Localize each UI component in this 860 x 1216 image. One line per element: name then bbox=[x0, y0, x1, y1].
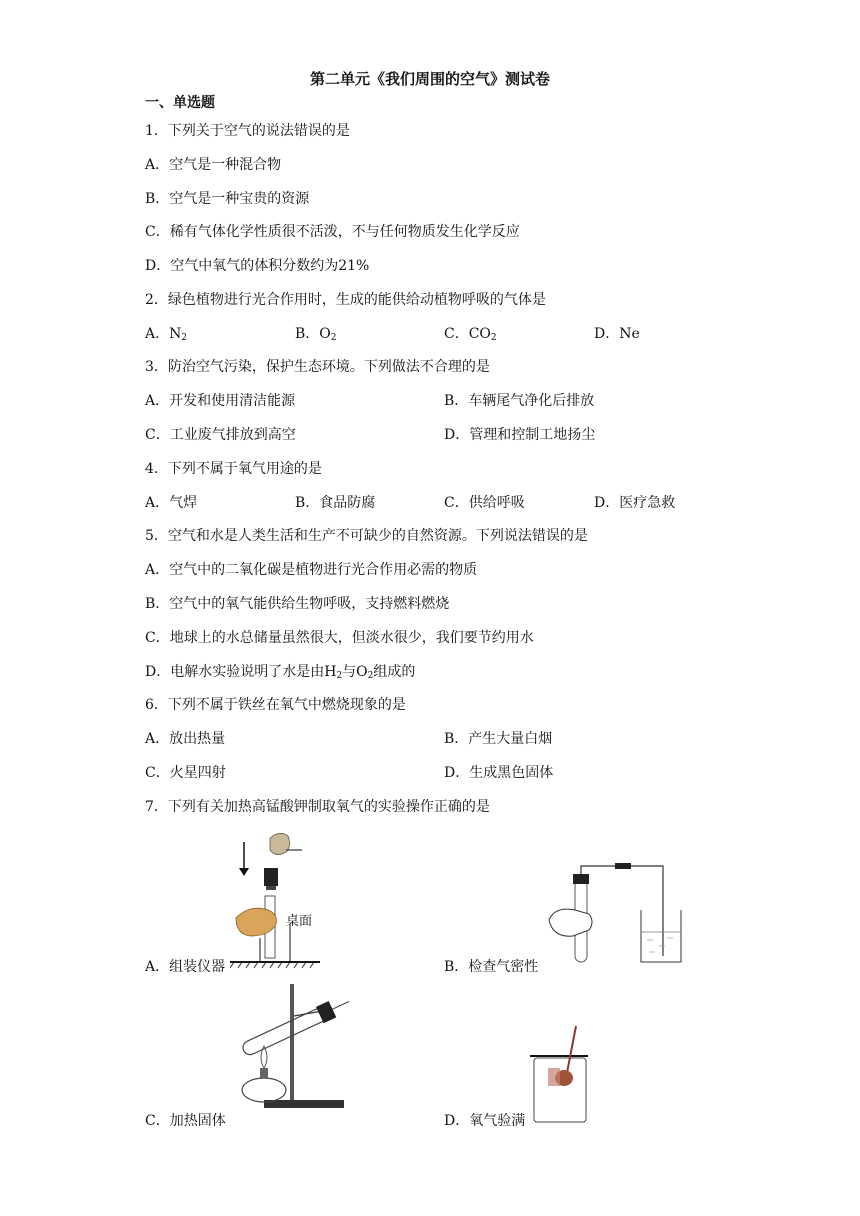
q7-option-b[interactable]: B．检查气密性 bbox=[444, 959, 539, 975]
q3-option-c[interactable]: C．工业废气排放到高空 bbox=[145, 427, 296, 443]
q1-option-a[interactable]: A．空气是一种混合物 bbox=[145, 157, 282, 173]
q5-option-c[interactable]: C．地球上的水总储量虽然很大，但淡水很少，我们要节约用水 bbox=[145, 630, 534, 646]
q6-option-a[interactable]: A．放出热量 bbox=[145, 731, 226, 747]
q6-stem: 6．下列不属于铁丝在氧气中燃烧现象的是 bbox=[145, 697, 406, 713]
figure-check-airtightness bbox=[545, 860, 685, 966]
q6-option-c[interactable]: C．火星四射 bbox=[145, 765, 226, 781]
q5-stem: 5．空气和水是人类生活和生产不可缺少的自然资源。下列说法错误的是 bbox=[145, 528, 588, 544]
page-title: 第二单元《我们周围的空气》测试卷 bbox=[309, 70, 550, 88]
q4-option-c[interactable]: C．供给呼吸 bbox=[444, 495, 525, 511]
q6-option-b[interactable]: B．产生大量白烟 bbox=[444, 731, 553, 747]
q1-option-b[interactable]: B．空气是一种宝贵的资源 bbox=[145, 191, 310, 207]
q2-option-b[interactable]: B．$O_2$ bbox=[295, 326, 337, 343]
q5-option-a[interactable]: A．空气中的二氧化碳是植物进行光合作用必需的物质 bbox=[145, 562, 478, 578]
q4-option-b[interactable]: B．食品防腐 bbox=[295, 495, 376, 511]
q3-option-b[interactable]: B．车辆尾气净化后排放 bbox=[444, 393, 595, 409]
q2-option-a[interactable]: A．$N_2$ bbox=[145, 326, 188, 343]
q2-option-d[interactable]: D．Ne bbox=[594, 326, 640, 342]
q2-option-c[interactable]: C．$CO_2$ bbox=[444, 326, 497, 343]
q5-option-b[interactable]: B．空气中的氧气能供给生物呼吸，支持燃料燃烧 bbox=[145, 596, 450, 612]
q6-option-d[interactable]: D．生成黑色固体 bbox=[444, 765, 554, 781]
figure-heat-solid bbox=[224, 980, 356, 1112]
section-heading: 一、单选题 bbox=[145, 95, 215, 111]
q3-stem: 3．防治空气污染，保护生态环境。下列做法不合理的是 bbox=[145, 359, 490, 375]
q1-option-c[interactable]: C．稀有气体化学性质很不活泼，不与任何物质发生化学反应 bbox=[145, 224, 520, 240]
q7-option-d[interactable]: D．氧气验满 bbox=[444, 1113, 526, 1129]
q7-option-c[interactable]: C．加热固体 bbox=[145, 1113, 226, 1129]
q4-option-a[interactable]: A．气焊 bbox=[145, 495, 198, 511]
q4-option-d[interactable]: D．医疗急救 bbox=[594, 495, 676, 511]
q1-option-d[interactable]: D．空气中氧气的体积分数约为21% bbox=[145, 258, 370, 274]
q4-stem: 4．下列不属于氧气用途的是 bbox=[145, 461, 322, 477]
desk-label: 桌面 bbox=[286, 914, 313, 929]
q5-option-d[interactable]: D．电解水实验说明了水是由$H_2$与$O_2$组成的 bbox=[145, 664, 416, 681]
q7-option-a[interactable]: A．组装仪器 bbox=[145, 959, 226, 975]
figure-oxygen-full-test bbox=[528, 1022, 590, 1126]
q1-stem: 1．下列关于空气的说法错误的是 bbox=[145, 123, 350, 139]
q2-stem: 2．绿色植物进行光合作用时，生成的能供给动植物呼吸的气体是 bbox=[145, 292, 546, 308]
q7-stem: 7．下列有关加热高锰酸钾制取氧气的实验操作正确的是 bbox=[145, 799, 490, 815]
q3-option-d[interactable]: D．管理和控制工地扬尘 bbox=[444, 427, 596, 443]
q3-option-a[interactable]: A．开发和使用清洁能源 bbox=[145, 393, 296, 409]
figure-assemble-apparatus bbox=[230, 828, 320, 970]
